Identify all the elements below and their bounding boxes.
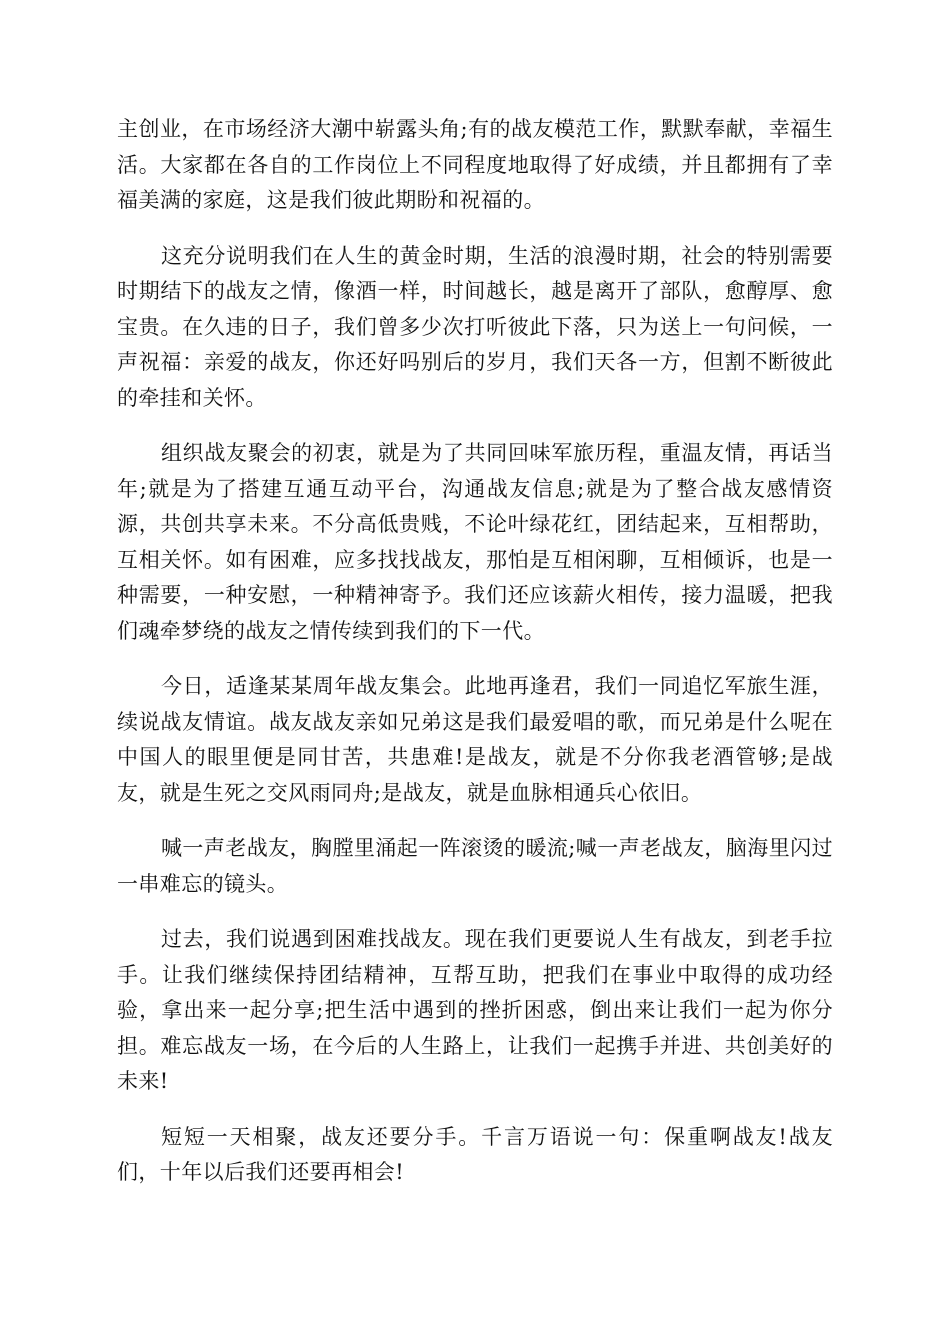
paragraph-4: 今日，适逢某某周年战友集会。此地再逢君，我们一同追忆军旅生涯，续说战友情谊。战友战友亲如兄弟这是我们最爱唱的歌，而兄弟是什么呢在中国人的眼里便是同甘苦，共患难!是战友，就是不分你我老酒管够;是战友，就是生死之交风雨同舟;是战友，就是血脉相通兵心依旧。 [117,674,833,805]
paragraph-6: 过去，我们说遇到困难找战友。现在我们更要说人生有战友，到老手拉手。让我们继续保持团结精神，互帮互助，把我们在事业中取得的成功经验，拿出来一起分享;把生活中遇到的挫折困惑，倒出来让我们一起为你分担。难忘战友一场，在今后的人生路上，让我们一起携手并进、共创美好的未来! [117,927,833,1093]
paragraph-7: 短短一天相聚，战友还要分手。千言万语说一句：保重啊战友!战友们，十年以后我们还要再相会! [117,1124,833,1184]
paragraph-5: 喊一声老战友，胸膛里涌起一阵滚烫的暖流;喊一声老战友，脑海里闪过一串难忘的镜头。 [117,836,833,896]
paragraph-2: 这充分说明我们在人生的黄金时期，生活的浪漫时期，社会的特别需要时期结下的战友之情，像酒一样，时间越长，越是离开了部队，愈醇厚、愈宝贵。在久违的日子，我们曾多少次打听彼此下落，只为送上一句问候，一声祝福：亲爱的战友，你还好吗别后的岁月，我们天各一方，但割不断彼此的牵挂和关怀。 [117,243,833,410]
document-page [117,112,833,1211]
paragraph-3: 组织战友聚会的初衷，就是为了共同回味军旅历程，重温友情，再话当年;就是为了搭建互通互动平台，沟通战友信息;就是为了整合战友感情资源，共创共享未来。不分高低贵贱，不论叶绿花红，团结起来，互相帮助，互相关怀。如有困难，应多找找战友，那怕是互相闲聊，互相倾诉，也是一种需要，一种安慰，一种精神寄予。我们还应该薪火相传，接力温暖，把我们魂牵梦绕的战友之情传续到我们的下一代。 [117,441,833,643]
paragraph-1: 主创业，在市场经济大潮中崭露头角;有的战友模范工作，默默奉献，幸福生活。大家都在各自的工作岗位上不同程度地取得了好成绩，并且都拥有了幸福美满的家庭，这是我们彼此期盼和祝福的。 [117,117,833,212]
